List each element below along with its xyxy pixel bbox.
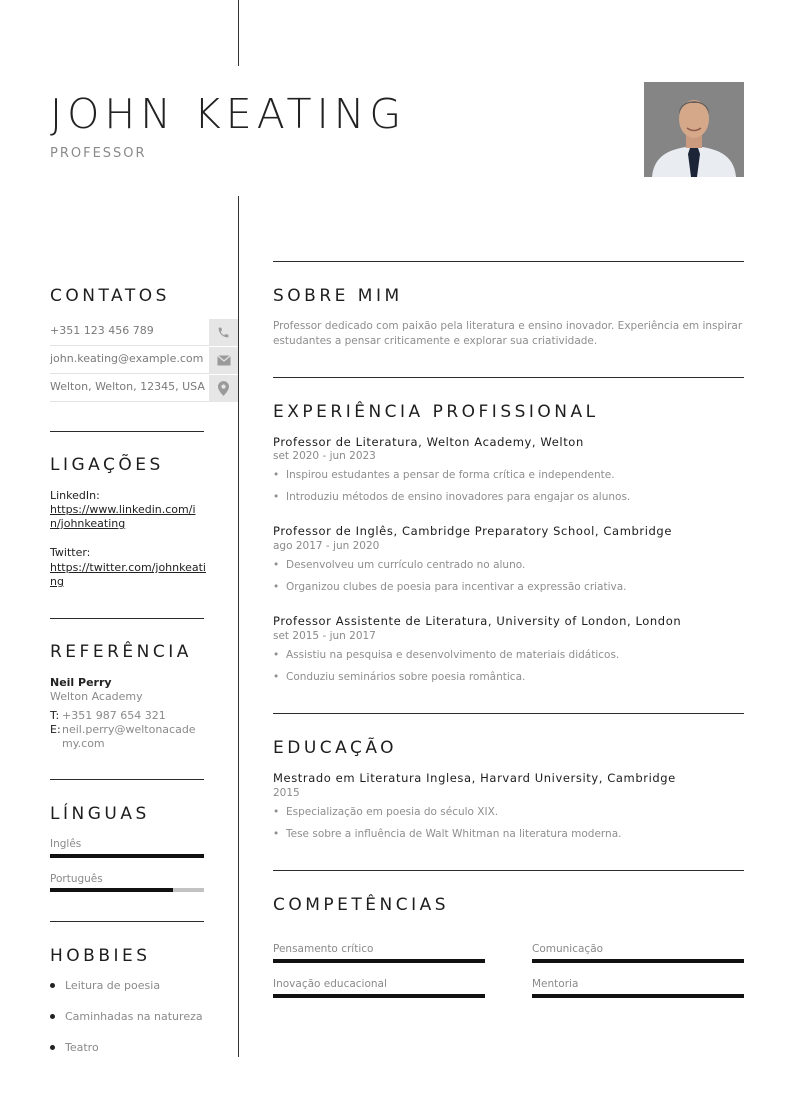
divider xyxy=(50,618,204,619)
job-bullet xyxy=(273,671,525,683)
language-level-bar xyxy=(50,888,204,892)
bullet-icon: • xyxy=(273,828,280,840)
person-title: PROFESSOR xyxy=(50,146,147,161)
education-bullet-text: Especialização em poesia do século XIX. xyxy=(286,806,499,818)
education-bullet xyxy=(273,806,498,818)
reference-phone-line xyxy=(50,709,166,723)
contact-phone[interactable]: +351 123 456 789 xyxy=(50,324,154,337)
bullet-icon: • xyxy=(273,469,280,481)
contact-email[interactable]: john.keating@example.com xyxy=(50,352,204,365)
linkedin-label: LinkedIn: xyxy=(50,489,100,502)
reference-email-line xyxy=(50,723,202,751)
job-title: Professor de Literatura, Welton Academy, Welton xyxy=(273,435,584,449)
contact-email-row xyxy=(50,347,238,374)
job-bullet-text: Organizou clubes de poesia para incentivar a expressão criativa. xyxy=(286,581,627,593)
skill-level-fill xyxy=(532,994,744,998)
job-bullet xyxy=(273,491,630,503)
skill-level-fill xyxy=(273,994,485,998)
bullet-icon xyxy=(50,1014,55,1019)
twitter-label: Twitter: xyxy=(50,546,91,559)
job-bullet xyxy=(273,469,615,481)
education-year: 2015 xyxy=(273,787,300,799)
skill-level-fill xyxy=(532,959,744,963)
reference-email-label: E: xyxy=(50,723,61,736)
skill-name: Pensamento crítico xyxy=(273,943,374,955)
job-bullet-text: Conduziu seminários sobre poesia romântica. xyxy=(286,671,526,683)
job-bullet xyxy=(273,559,525,571)
skills-heading: COMPETÊNCIAS xyxy=(273,895,450,915)
bullet-icon: • xyxy=(273,671,280,683)
skill-level-bar xyxy=(273,994,485,998)
education-degree: Mestrado em Literatura Inglesa, Harvard University, Cambridge xyxy=(273,771,676,785)
links-heading: LIGAÇÕES xyxy=(50,455,164,475)
reference-heading: REFERÊNCIA xyxy=(50,642,192,662)
contacts-heading: CONTATOS xyxy=(50,286,170,306)
divider xyxy=(273,870,744,871)
hobby-item xyxy=(50,1041,99,1054)
phone-icon xyxy=(209,319,238,346)
person-name: JOHN KEATING xyxy=(50,90,407,138)
job-dates: set 2020 - jun 2023 xyxy=(273,450,376,462)
bullet-icon: • xyxy=(273,491,280,503)
divider xyxy=(50,921,204,922)
job-dates: ago 2017 - jun 2020 xyxy=(273,540,380,552)
contact-phone-row xyxy=(50,319,238,346)
education-heading: EDUCAÇÃO xyxy=(273,738,398,758)
job-dates: set 2015 - jun 2017 xyxy=(273,630,376,642)
divider xyxy=(273,261,744,262)
divider xyxy=(50,431,204,432)
hobby-item xyxy=(50,979,160,992)
bullet-icon: • xyxy=(273,581,280,593)
reference-phone[interactable]: +351 987 654 321 xyxy=(62,709,166,722)
job-bullet-text: Introduziu métodos de ensino inovadores para engajar os alunos. xyxy=(286,491,631,503)
reference-phone-label: T: xyxy=(50,709,60,722)
skill-name: Inovação educacional xyxy=(273,978,387,990)
reference-name: Neil Perry xyxy=(50,676,112,689)
job-bullet-text: Assistiu na pesquisa e desenvolvimento de materiais didáticos. xyxy=(286,649,620,661)
job-title: Professor de Inglês, Cambridge Preparatory School, Cambridge xyxy=(273,524,672,538)
linkedin-link[interactable]: https://www.linkedin.com/in/johnkeating xyxy=(50,503,196,530)
reference-organization: Welton Academy xyxy=(50,690,143,703)
vertical-divider-main xyxy=(238,196,239,1057)
contact-address-row xyxy=(50,375,238,402)
skill-name: Mentoria xyxy=(532,978,579,990)
bullet-icon xyxy=(50,983,55,988)
education-bullet xyxy=(273,828,621,840)
skill-name: Comunicação xyxy=(532,943,604,955)
twitter-link[interactable]: https://twitter.com/johnkeating xyxy=(50,561,206,588)
job-bullet-text: Inspirou estudantes a pensar de forma crítica e independente. xyxy=(286,469,615,481)
education-bullet-text: Tese sobre a influência de Walt Whitman na literatura moderna. xyxy=(286,828,622,840)
envelope-icon xyxy=(209,347,238,374)
bullet-icon: • xyxy=(273,806,280,818)
reference-email[interactable]: neil.perry@weltonacademy.com xyxy=(62,723,196,750)
hobby-item xyxy=(50,1010,203,1023)
job-bullet-text: Desenvolveu um currículo centrado no aluno. xyxy=(286,559,526,571)
hobby-label: Teatro xyxy=(65,1041,99,1054)
job-title: Professor Assistente de Literatura, University of London, London xyxy=(273,614,682,628)
languages-heading: LÍNGUAS xyxy=(50,804,150,824)
hobby-label: Caminhadas na natureza xyxy=(65,1010,203,1023)
vertical-divider-top xyxy=(238,0,239,66)
profile-photo xyxy=(644,82,744,177)
bullet-icon: • xyxy=(273,559,280,571)
job-bullet xyxy=(273,581,627,593)
divider xyxy=(50,779,204,780)
about-heading: SOBRE MIM xyxy=(273,286,403,306)
divider xyxy=(273,377,744,378)
divider xyxy=(273,713,744,714)
language-name: Português xyxy=(50,873,103,885)
language-level-fill xyxy=(50,854,204,858)
bullet-icon xyxy=(50,1045,55,1050)
job-bullet xyxy=(273,649,619,661)
skill-level-bar xyxy=(532,959,744,963)
skill-level-fill xyxy=(273,959,485,963)
skill-level-bar xyxy=(273,959,485,963)
location-pin-icon xyxy=(209,375,238,402)
contact-address: Welton, Welton, 12345, USA xyxy=(50,380,205,393)
language-level-fill xyxy=(50,888,173,892)
bullet-icon: • xyxy=(273,649,280,661)
about-text: Professor dedicado com paixão pela literatura e ensino inovador. Experiência em inspirar estudantes a pensar criticamente e explorar sua criatividade. xyxy=(273,320,743,347)
hobbies-heading: HOBBIES xyxy=(50,946,151,966)
hobby-label: Leitura de poesia xyxy=(65,979,161,992)
language-level-bar xyxy=(50,854,204,858)
language-name: Inglês xyxy=(50,838,82,850)
experience-heading: EXPERIÊNCIA PROFISSIONAL xyxy=(273,402,599,422)
skill-level-bar xyxy=(532,994,744,998)
